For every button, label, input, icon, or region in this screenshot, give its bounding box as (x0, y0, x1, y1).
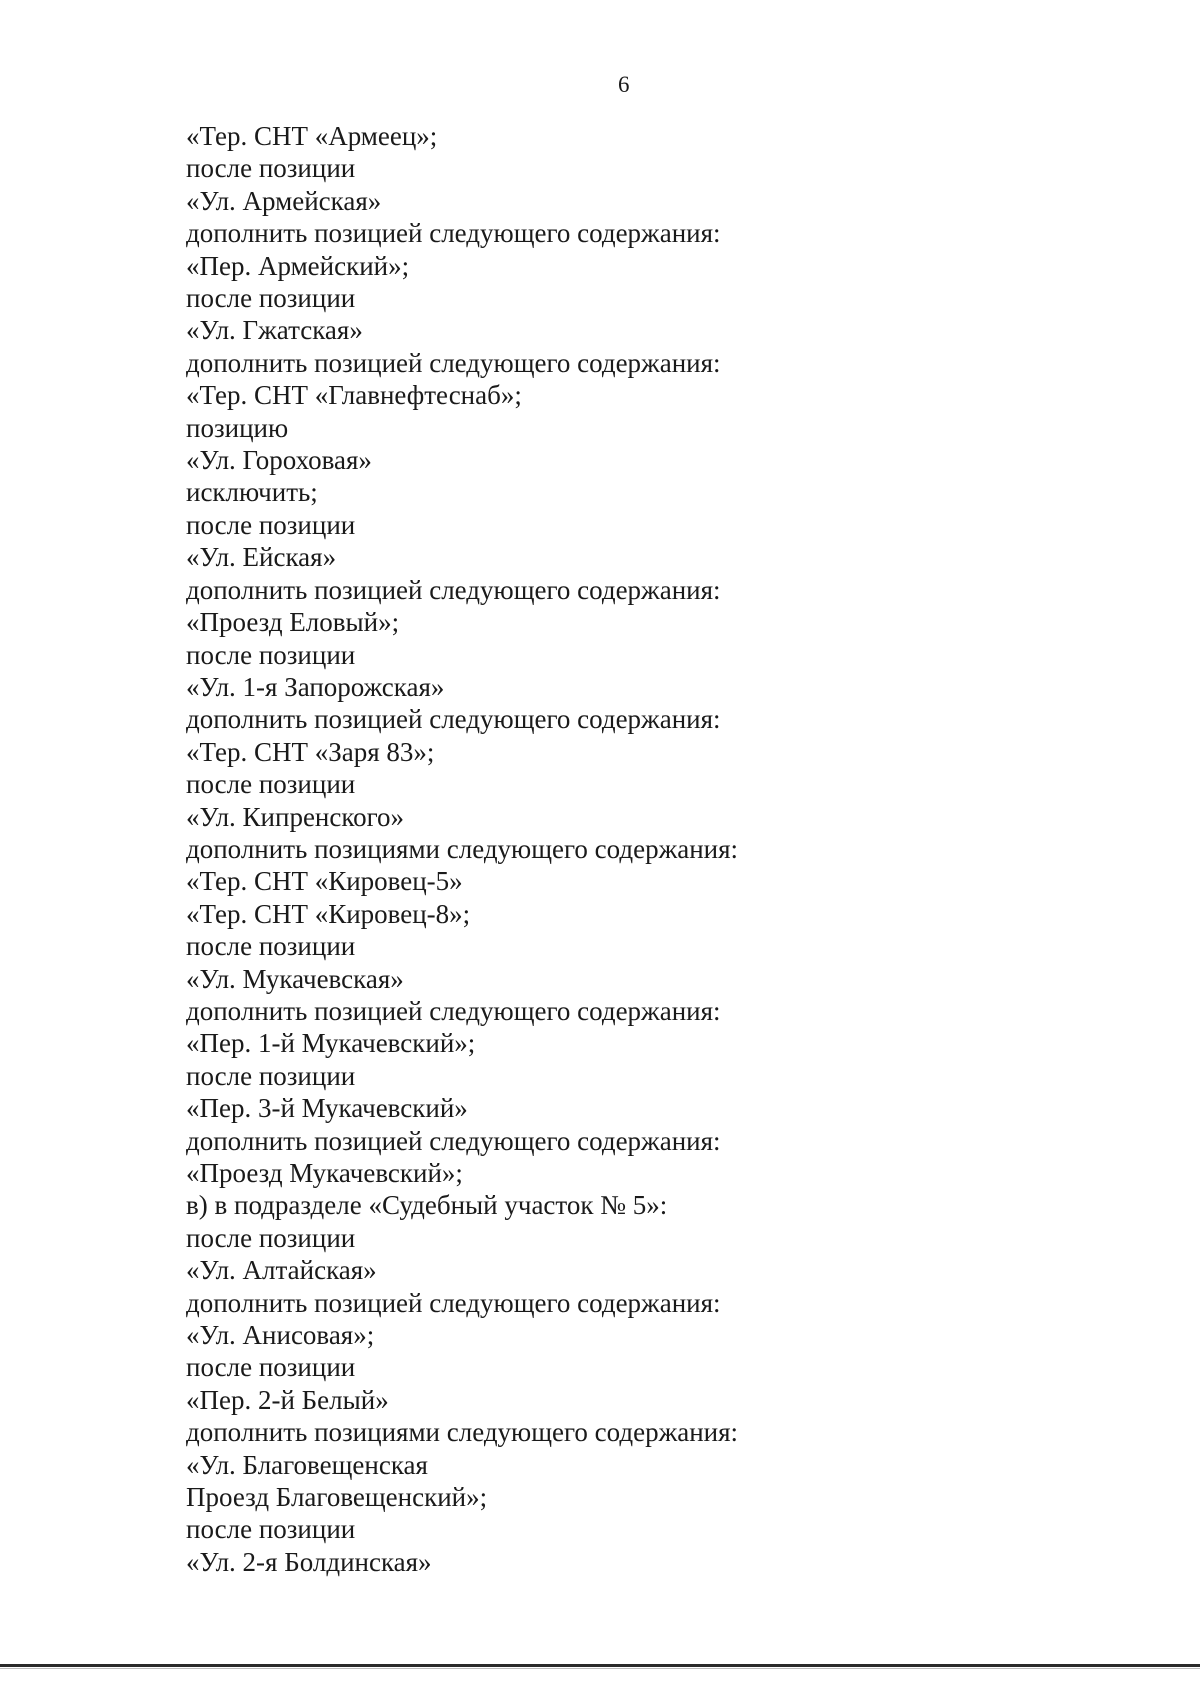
text-line: дополнить позицией следующего содержания: (186, 1125, 721, 1156)
text-line: «Тер. СНТ «Заря 83»; (186, 736, 435, 767)
text-line: позицию (186, 412, 289, 443)
text-line: «Ул. Алтайская» (186, 1255, 377, 1286)
text-line: дополнить позициями следующего содержания: (186, 1417, 739, 1448)
text-line: «Тер. СНТ «Армеец»; (186, 121, 438, 151)
text-line: Проезд Благовещенский»; (186, 1482, 488, 1513)
text-line: после позиции (186, 1514, 356, 1545)
text-line: после позиции (186, 1352, 356, 1383)
text-line: после позиции (186, 1060, 356, 1091)
text-line: «Тер. СНТ «Кировец-8»; (186, 898, 471, 929)
scan-edge-shadow (0, 1668, 1200, 1669)
text-line: дополнить позициями следующего содержания: (186, 833, 739, 864)
text-line: после позиции (186, 639, 356, 670)
text-line: после позиции (186, 509, 356, 540)
text-line: «Ул. 2-я Болдинская» (186, 1546, 432, 1577)
text-line: «Пер. 3-й Мукачевский» (186, 1093, 468, 1124)
text-line: «Ул. Благовещенская (186, 1449, 428, 1480)
text-line: исключить; (186, 477, 318, 508)
text-line: «Ул. Анисовая»; (186, 1320, 375, 1351)
text-line: «Тер. СНТ «Кировец-5» (186, 866, 463, 897)
text-line: дополнить позицией следующего содержания: (186, 574, 721, 605)
text-line: «Ул. Кипренского» (186, 801, 405, 832)
text-line: дополнить позицией следующего содержания: (186, 347, 721, 378)
scan-edge-line (0, 1664, 1200, 1667)
text-line: «Проезд Мукачевский»; (186, 1158, 463, 1188)
text-line: после позиции (186, 1222, 356, 1253)
text-line: «Ул. Гороховая» (186, 445, 372, 476)
text-line: «Пер. 2-й Белый» (186, 1384, 389, 1415)
text-line: «Проезд Еловый»; (186, 607, 400, 638)
text-line: дополнить позицией следующего содержания: (186, 995, 721, 1026)
text-line: после позиции (186, 153, 356, 184)
text-line: в) в подразделе «Судебный участок № 5»: (186, 1190, 668, 1221)
text-line: дополнить позицией следующего содержания: (186, 704, 721, 735)
text-line: «Ул. Ейская» (186, 542, 337, 573)
text-line: «Тер. СНТ «Главнефтеснаб»; (186, 380, 522, 411)
text-line: дополнить позицией следующего содержания: (186, 218, 721, 249)
page-number: 6 (618, 72, 630, 97)
text-line: «Пер. Армейский»; (186, 250, 410, 281)
text-line: после позиции (186, 769, 356, 800)
text-line: «Ул. Армейская» (186, 185, 382, 216)
document-body (186, 120, 1086, 1578)
text-line: «Ул. Гжатская» (186, 315, 363, 346)
text-line: дополнить позицией следующего содержания: (186, 1287, 721, 1318)
text-line: «Ул. 1-я Запорожская» (186, 671, 445, 702)
text-line: «Ул. Мукачевская» (186, 963, 404, 994)
text-line: после позиции (186, 931, 356, 962)
text-line: «Пер. 1-й Мукачевский»; (186, 1028, 476, 1059)
text-line: после позиции (186, 283, 356, 314)
